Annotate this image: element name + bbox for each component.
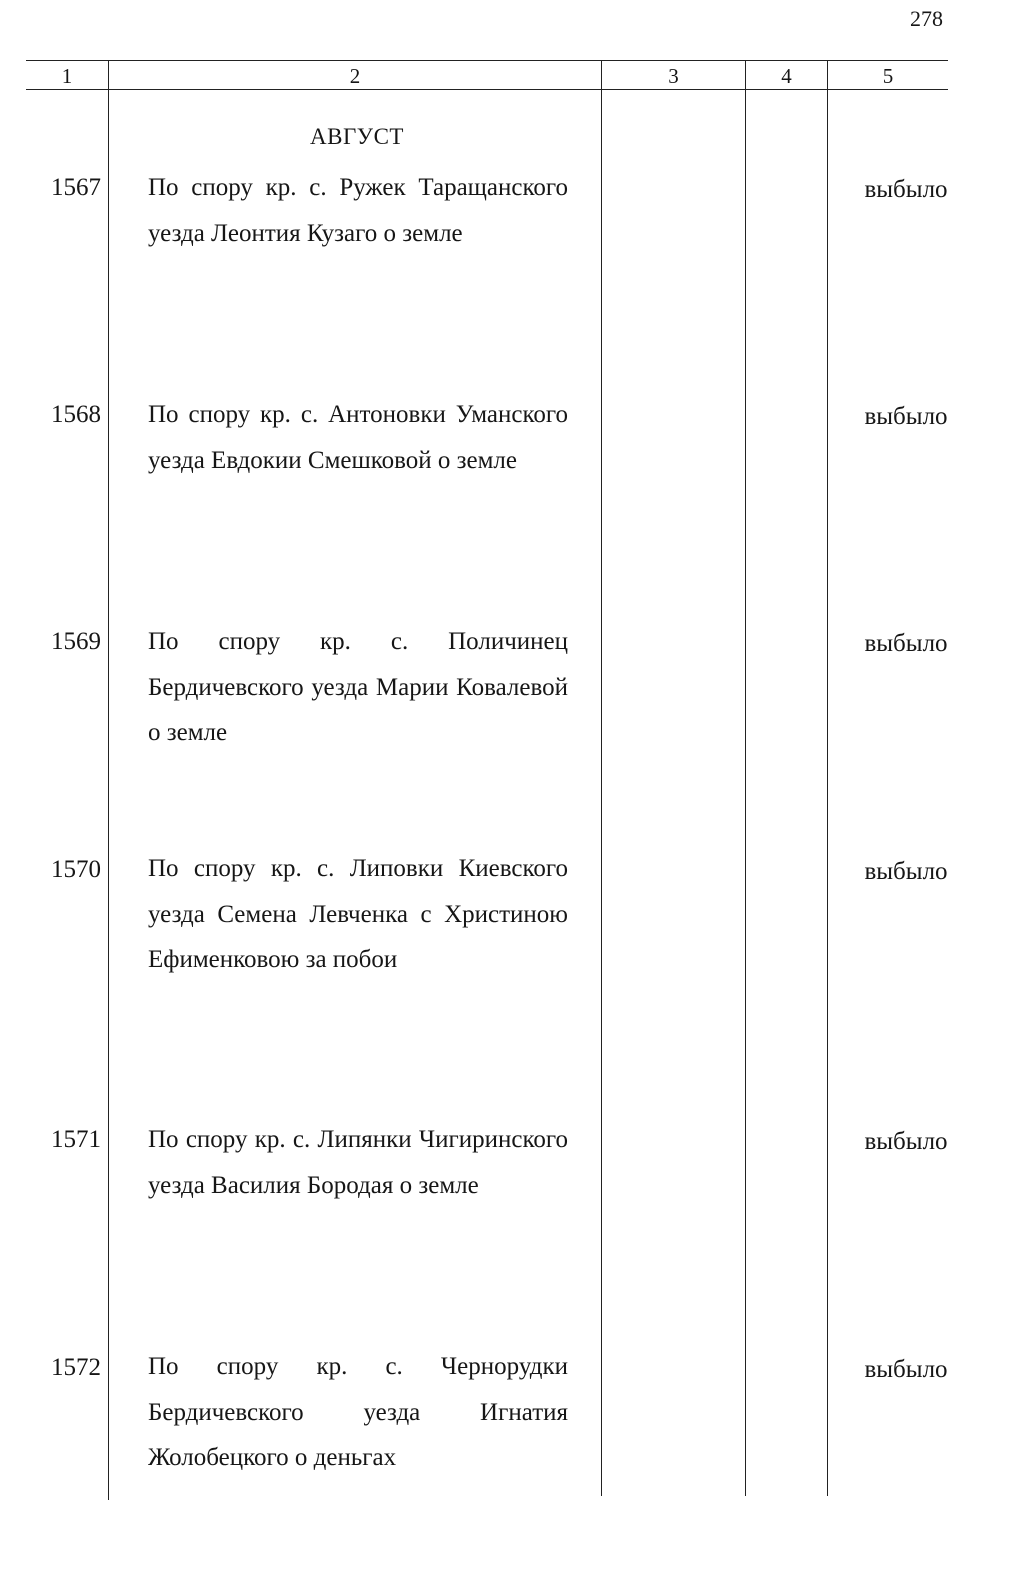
row-description: По спору кр. с. Липянки Чигиринского уезда Василия Бородая о земле — [148, 1126, 568, 1199]
row-status: выбыло — [864, 1356, 948, 1383]
row-number: 1567 — [51, 174, 101, 201]
row-number: 1571 — [51, 1126, 101, 1153]
table-top-rule — [26, 60, 948, 61]
column-divider-2 — [601, 60, 602, 1496]
row-description: По спору кр. с. Липовки Киевского уезда Семена Левченка с Христиною Ефименковою за побои — [148, 855, 568, 973]
table-header-col-3: 3 — [668, 64, 679, 88]
table-header-col-4: 4 — [781, 64, 792, 88]
row-number: 1570 — [51, 856, 101, 883]
row-description: По спору кр. с. Поличинец Бердичевского уезда Марии Ковалевой о земле — [148, 628, 568, 746]
table-header-bottom-rule — [26, 89, 948, 90]
section-title: АВГУСТ — [310, 124, 404, 149]
row-number: 1569 — [51, 628, 101, 655]
table-header-col-2: 2 — [349, 64, 361, 88]
row-status: выбыло — [864, 1128, 948, 1155]
row-description: По спору кр. с. Антоновки Уманского уезда Евдокии Смешковой о земле — [148, 401, 568, 474]
row-status: выбыло — [864, 630, 948, 657]
column-divider-3 — [745, 60, 746, 1496]
row-number: 1572 — [51, 1354, 101, 1381]
table-header-col-1: 1 — [61, 64, 73, 88]
row-number: 1568 — [51, 401, 101, 428]
page-number: 278 — [910, 6, 943, 31]
row-status: выбыло — [864, 176, 948, 203]
column-divider-4 — [827, 60, 828, 1496]
column-divider-1 — [108, 60, 109, 1500]
row-description: По спору кр. с. Ружек Таращанского уезда Леонтия Кузаго о земле — [148, 174, 568, 247]
row-status: выбыло — [864, 403, 948, 430]
table-header-col-5: 5 — [882, 64, 894, 88]
row-description: По спору кр. с. Чернорудки Бердичевского уезда Игнатия Жолобецкого о деньгах — [148, 1353, 568, 1471]
row-status: выбыло — [864, 858, 948, 885]
